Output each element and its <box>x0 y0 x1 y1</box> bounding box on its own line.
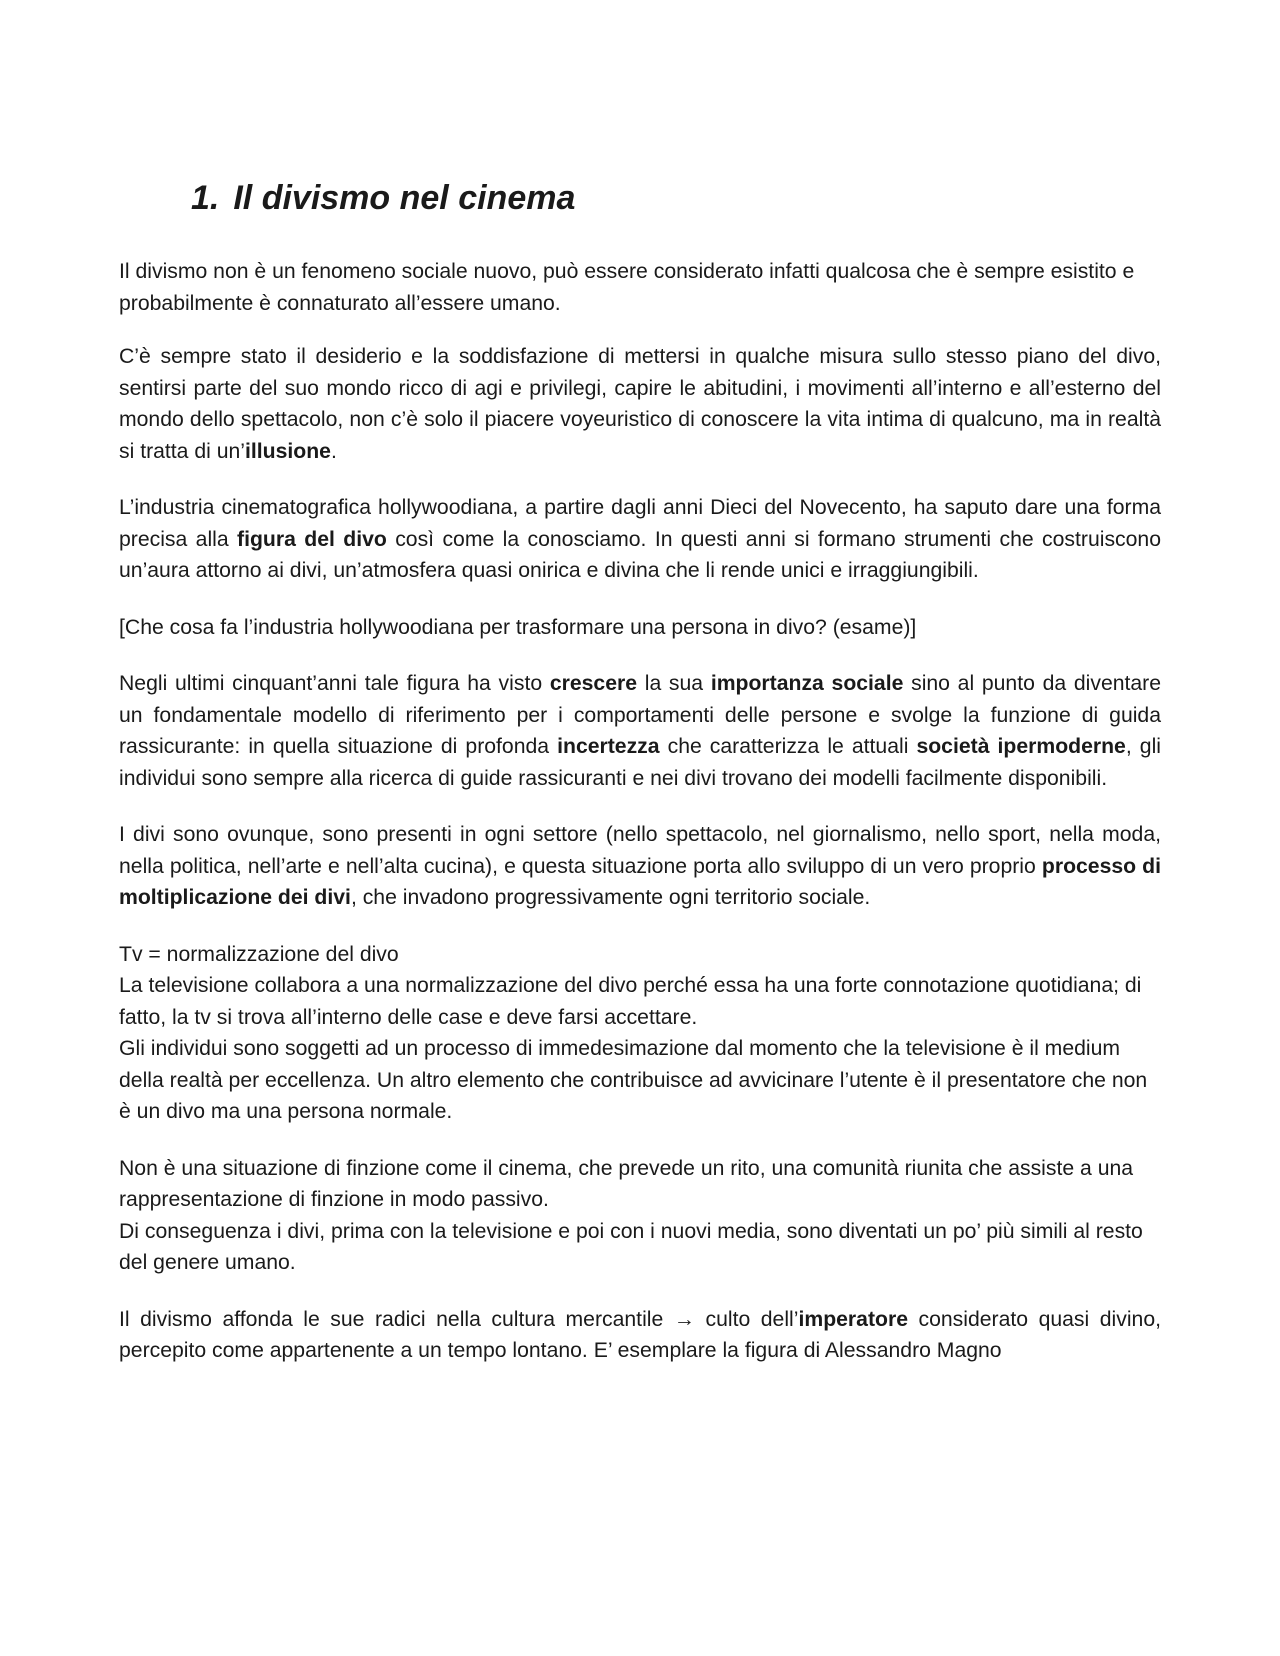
keyword-illusione: illusione <box>245 439 331 463</box>
tv-heading: Tv = normalizzazione del divo <box>119 942 399 966</box>
document-body <box>119 256 1161 1392</box>
paragraph-social-importance: Negli ultimi cinquant’anni tale figura ha visto crescere la sua importanza sociale sino al punto da diventare un fondamentale modello di riferimento per i comportamenti delle persone e svolge la funzione di guida rassicurante: in quella situazione di profonda incertezza che caratterizza le attuali società ipermoderne, gli individui sono sempre alla ricerca di guide rassicuranti e nei divi trovano dei modelli facilmente disponibili. <box>119 672 1162 790</box>
paragraph-conseguenza: Di conseguenza i divi, prima con la televisione e poi con i nuovi media, sono diventati un po’ più simili al resto del genere umano. <box>119 1219 1143 1274</box>
paragraph-exam-question: [Che cosa fa l’industria hollywoodiana per trasformare una persona in divo? (esame)] <box>119 615 917 639</box>
tv-paragraph-2: Gli individui sono soggetti ad un processo di immedesimazione dal momento che la televisione è il medium della realtà per eccellenza. Un altro elemento che contribuisce ad avvicinare l’utente è il presentatore che non è un divo ma una persona normale. <box>119 1037 1148 1123</box>
section-title: Il divismo nel cinema <box>233 179 576 217</box>
keyword-incertezza: incertezza <box>557 735 660 758</box>
paragraph-intro: Il divismo non è un fenomeno sociale nuovo, può essere considerato infatti qualcosa che è sempre esistito e probabilmente è connaturato all’essere umano. <box>119 260 1135 315</box>
keyword-importanza-sociale: importanza sociale <box>710 672 904 695</box>
keyword-moltiplicazione-divi: processo di moltiplicazione dei divi <box>119 854 1162 909</box>
tv-paragraph-1: La televisione collabora a una normalizzazione del divo perché essa ha una forte connotazione quotidiana; di fatto, la tv si trova all’interno delle case e deve farsi accettare. <box>119 974 1142 1029</box>
paragraph-finzione: Non è una situazione di finzione come il cinema, che prevede un rito, una comunità riunita che assiste a una rappresentazione di finzione in modo passivo. <box>119 1156 1134 1211</box>
section-number: 1. <box>191 179 220 217</box>
paragraph-desire: C’è sempre stato il desiderio e la soddisfazione di mettersi in qualche misura sullo stesso piano del divo, sentirsi parte del suo mondo ricco di agi e privilegi, capire le abitudini, i movimenti all’interno e all’esterno del mondo dello spettacolo, non c’è solo il piacere voyeuristico di conoscere la vita intima di qualcuno, ma in realtà si tratta di un’illusione. <box>119 345 1161 463</box>
section-heading <box>191 178 575 218</box>
paragraph-divi-ovunque: I divi sono ovunque, sono presenti in ogni settore (nello spettacolo, nel giornalismo, nello sport, nella moda, nella politica, nell’arte e nell’alta cucina), e questa situazione porta allo sviluppo di un vero proprio processo di moltiplicazione dei divi, che invadono progressivamente ogni territorio sociale. <box>119 823 1162 909</box>
paragraph-radici: Il divismo affonda le sue radici nella cultura mercantile → culto dell’imperatore considerato quasi divino, percepito come appartenente a un tempo lontano. E’ esemplare la figura di Alessandro Magno <box>119 1307 1161 1362</box>
keyword-societa-ipermoderne: società ipermoderne <box>916 735 1126 758</box>
keyword-figura-del-divo: figura del divo <box>237 527 387 551</box>
paragraph-industry: L’industria cinematografica hollywoodiana, a partire dagli anni Dieci del Novecento, ha saputo dare una forma precisa alla figura del divo così come la conosciamo. In questi anni si formano strumenti che costruiscono un’aura attorno ai divi, un’atmosfera quasi onirica e divina che li rende unici e irraggiungibili. <box>119 496 1161 582</box>
keyword-crescere: crescere <box>549 672 638 695</box>
keyword-imperatore: imperatore <box>798 1307 908 1331</box>
